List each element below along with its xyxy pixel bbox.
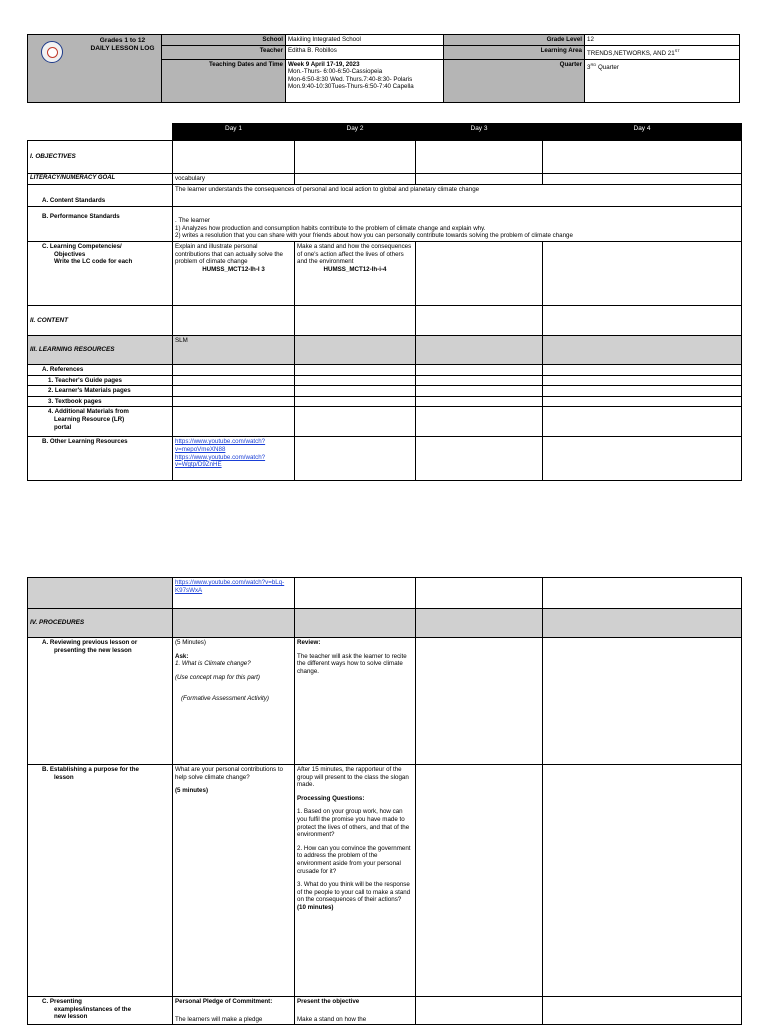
teacher-label: Teacher (162, 46, 286, 60)
textbook-label: 3. Textbook pages (28, 396, 173, 407)
deped-seal-icon (41, 41, 63, 63)
youtube-link-3[interactable]: https://www.youtube.com/watch?v=bLq-K97sWxA (175, 579, 285, 594)
objectives-heading: I. OBJECTIVES (28, 141, 173, 174)
learning-area-label: Learning Area (444, 46, 585, 60)
procedures-heading: IV. PROCEDURES (28, 609, 173, 638)
performance-standards-value: . The learner 1) Analyzes how production and consumption habits contribute to the problem of climate change and explain why. 2) writes a resolution that you can share with your friends about how you can personally contribute towards solving the problem of climate change (173, 207, 742, 242)
establishing-purpose-day2: After 15 minutes, the rapporteur of the group will present to the class the slogan made. Processing Questions: 1. Based on your group work, how can you fulfil the promise you have made to protect the lives of others, and that of the environment? 2. How can you convince the government to address the problem of the environment aside from your personal crusade for it? 3. What do you think will be the response of the people to your call to make a stand on the consequences of their actions? (10 minutes) (295, 765, 416, 997)
title-daily-lesson-log: DAILY LESSON LOG (90, 45, 155, 52)
school-value: Makiling Integrated School (286, 35, 444, 46)
school-label: School (162, 35, 286, 46)
learning-area-value: TRENDS,NETWORKS, AND 21ST (585, 46, 740, 60)
presenting-examples-day2: Present the objective Make a stand on how the (295, 997, 416, 1025)
teachers-guide-label: 1. Teacher's Guide pages (28, 375, 173, 386)
reviewing-day2: Review: The teacher will ask the learner to recite the different ways how to solve climate change. (295, 638, 416, 765)
header-table (27, 34, 740, 103)
youtube-link-1[interactable]: https://www.youtube.com/watch?v=mepoVmeXN88 (175, 438, 266, 453)
establishing-purpose-day1: What are your personal contributions to help solve climate change? (5 minutes) (173, 765, 295, 997)
reviewing-lesson-label: A. Reviewing previous lesson or presenting the new lesson (28, 638, 173, 765)
teacher-value: Editha B. Robillos (286, 46, 444, 60)
establishing-purpose-label: B. Establishing a purpose for the lesson (28, 765, 173, 997)
day2-competency: Make a stand and how the consequences of one's action affect the lives of others and the environment HUMSS_MCT12-Ih-i-4 (295, 242, 416, 306)
day-4-header: Day 4 (543, 124, 742, 141)
other-resources-label: B. Other Learning Resources (28, 437, 173, 481)
grade-level-label: Grade Level (444, 35, 585, 46)
header-logo-cell (28, 35, 162, 103)
presenting-examples-day1: Personal Pledge of Commitment: The learners will make a pledge (173, 997, 295, 1025)
content-standards-label: A. Content Standards (28, 185, 173, 207)
teaching-dates-label: Teaching Dates and Time (162, 59, 286, 102)
grade-level-value: 12 (585, 35, 740, 46)
day-3-header: Day 3 (416, 124, 543, 141)
presenting-examples-label: C. Presenting examples/instances of the new lesson (28, 997, 173, 1025)
lesson-table-part-2 (27, 577, 742, 1025)
literacy-goal-label: LITERACY/NUMERACY GOAL (28, 174, 173, 185)
performance-standards-label: B. Performance Standards (28, 207, 173, 242)
day-1-header: Day 1 (173, 124, 295, 141)
other-resources-links (173, 437, 295, 481)
learners-materials-label: 2. Learner's Materials pages (28, 386, 173, 397)
reviewing-day1: (5 Minutes) Ask: 1. What is Climate change? (Use concept map for this part) (Formative Assessment Activity) (173, 638, 295, 765)
youtube-link-3-cell (173, 578, 295, 609)
title-grades: Grades 1 to 12 (99, 37, 146, 44)
learning-competencies-label: C. Learning Competencies/ Objectives Write the LC code for each (28, 242, 173, 306)
day-2-header: Day 2 (295, 124, 416, 141)
teaching-dates-value: Week 9 April 17-19, 2023 Mon.-Thurs- 6:00-6:50-Cassiopeia Mon-6:50-8:30 Wed. Thurs.7:40-8:30- Polaris Mon.9:40-10:30Tues-Thurs-6:50-7:40 Capella (286, 59, 444, 102)
learning-resources-heading: III. LEARNING RESOURCES (28, 336, 173, 365)
youtube-link-2[interactable]: https://www.youtube.com/watch?v=Wgtp/D9ZnHE (175, 453, 266, 469)
slm-value: SLM (173, 336, 295, 365)
quarter-value: 3RD Quarter (585, 59, 740, 102)
references-label: A. References (28, 365, 173, 376)
content-heading: II. CONTENT (28, 306, 173, 336)
content-standards-value: The learner understands the consequences of personal and local action to global and planetary climate change (173, 185, 742, 207)
additional-materials-label: 4. Additional Materials from Learning Resource (LR) portal (28, 407, 173, 437)
log-title (70, 37, 162, 53)
day1-competency: Explain and illustrate personal contributions that can actually solve the problem of climate change HUMSS_MCT12-Ih-I 3 (173, 242, 295, 306)
literacy-goal-value: vocabulary (173, 174, 295, 185)
lesson-table-part-1 (27, 123, 742, 481)
quarter-label: Quarter (444, 59, 585, 102)
